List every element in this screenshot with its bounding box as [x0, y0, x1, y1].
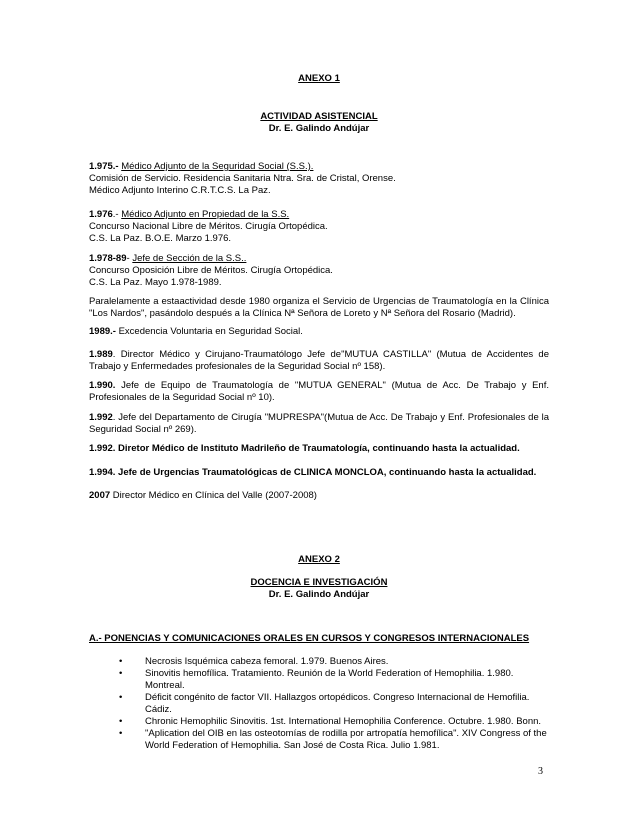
entry-2007: 2007 Director Médico en Clínica del Valle (2007-2008)	[89, 490, 317, 501]
list-item: • Déficit congénito de factor VII. Hallazgos ortopédicos. Congreso Internacional de Hemofilia. Cádiz.	[119, 692, 530, 715]
anexo1-author: Dr. E. Galindo Andújar	[268, 123, 370, 134]
entry-1975	[89, 161, 549, 197]
bullet-icon: •	[119, 656, 123, 667]
entry-1978: 1.978-89- Jefe de Sección de la S.S.. Concurso Oposición Libre de Méritos. Cirugía Ortopédica. C.S. La Paz. Mayo 1.978-1989.	[89, 253, 549, 289]
entry-line: C.S. La Paz. Mayo 1.978-1989.	[89, 277, 222, 288]
entry-1994: 1.994. Jefe de Urgencias Traumatológicas de CLINICA MONCLOA, continuando hasta la actualidad.	[89, 467, 537, 478]
list-item: • Necrosis Isquémica cabeza femoral. 1.979. Buenos Aires.	[119, 656, 389, 667]
entry-line: Concurso Nacional Libre de Méritos. Cirugía Ortopédica.	[89, 221, 328, 232]
entry-1992-director: 1.992. Diretor Médico de Instituto Madrileño de Traumatología, continuando hasta la actualidad.	[89, 443, 520, 454]
list-item: • Sinovitis hemofílica. Tratamiento. Reunión de la World Federation of Hemophilia. 1.980. Montreal.	[119, 668, 514, 691]
anexo2-title: ANEXO 2	[298, 554, 340, 565]
anexo2-author: Dr. E. Galindo Andújar	[268, 589, 370, 600]
anexo1-subtitle: ACTIVIDAD ASISTENCIAL	[260, 111, 378, 122]
entry-year: 1.978-89	[89, 253, 127, 264]
entry-line: C.S. La Paz. B.O.E. Marzo 1.976.	[89, 233, 232, 244]
entry-1989-excedencia: 1989.- Excedencia Voluntaria en Seguridad Social.	[89, 326, 303, 337]
list-item: • Chronic Hemophilic Sinovitis. 1st. International Hemophilia Conference. Octubre. 1.980. Bonn.	[119, 716, 542, 727]
entry-position: Médico Adjunto de la Seguridad Social (S.S.).	[121, 161, 314, 172]
entry-1992-muprespa: 1.992. Jefe del Departamento de Cirugía "MUPRESPA"(Mutua de Acc. De Trabajo y Enf. Profesionales de la Seguridad Social nº 269).	[89, 412, 549, 435]
bullet-icon: •	[119, 692, 123, 703]
entry-year: 1.976	[89, 209, 113, 220]
anexo1-title: ANEXO 1	[298, 73, 340, 84]
entry-1990: 1.990. Jefe de Equipo de Traumatología de "MUTUA GENERAL" (Mutua de Acc. De Trabajo y Enf. Profesionales de la Seguridad Social nº 10).	[89, 380, 549, 403]
entry-position: Médico Adjunto en Propiedad de la S.S.	[121, 209, 290, 220]
page-number: 3	[538, 766, 543, 777]
entry-1989-director: 1.989. Director Médico y Cirujano-Traumatólogo Jefe de"MUTUA CASTILLA" (Mutua de Accidentes de Trabajo y Enfermedades profesionales de la Seguridad Social nº 158).	[89, 349, 549, 372]
anexo2-subtitle: DOCENCIA E INVESTIGACIÓN	[250, 577, 388, 588]
bullet-icon: •	[119, 668, 123, 679]
paralelamente-paragraph: Paralelamente a estaactividad desde 1980 organiza el Servicio de Urgencias de Traumatología en la Clínica "Los Nardos", pasándolo después a la Clínica Nª Señora de Loreto y Nª Señora del Rosario (Madrid).	[89, 296, 549, 319]
section-a-heading: A.- PONENCIAS Y COMUNICACIONES ORALES EN CURSOS Y CONGRESOS INTERNACIONALES	[89, 633, 530, 644]
bullet-list	[89, 656, 549, 752]
bullet-icon: •	[119, 728, 123, 739]
entry-line: Concurso Oposición Libre de Méritos. Cirugía Ortopédica.	[89, 265, 333, 276]
entry-line: Comisión de Servicio. Residencia Sanitaria Ntra. Sra. de Cristal, Orense.	[89, 173, 396, 184]
entry-1976: 1.976.- Médico Adjunto en Propiedad de la S.S. Concurso Nacional Libre de Méritos. Cirugía Ortopédica. C.S. La Paz. B.O.E. Marzo 1.976.	[89, 209, 549, 245]
entry-line: Médico Adjunto Interino C.R.T.C.S. La Paz.	[89, 185, 271, 196]
entry-position: Jefe de Sección de la S.S..	[132, 253, 247, 264]
list-item: • "Aplication del OIB en las osteotomías de rodilla por artropatía hemofílica". XIV Congress of the World Federation of Hemophilia. San José de Costa Rica. Julio 1.981.	[119, 728, 547, 751]
entry-year: 1.975.-	[89, 161, 119, 172]
bullet-icon: •	[119, 716, 123, 727]
